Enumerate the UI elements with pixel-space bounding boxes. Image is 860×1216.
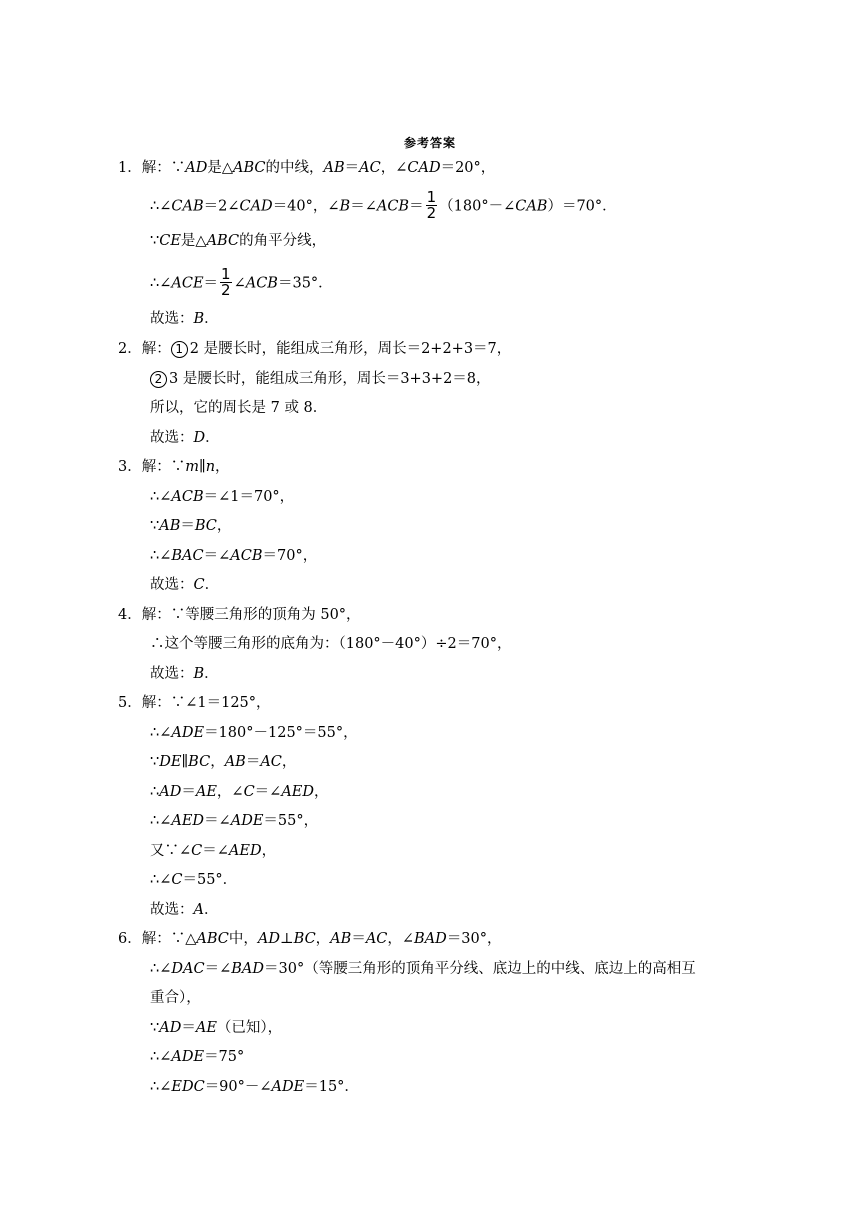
q6-line-6 [150,1077,359,1097]
text: ， [215,459,230,475]
text: ＝70°， [262,548,318,564]
text: ∥ [198,459,206,475]
q1-line-5 [150,309,219,329]
text: ＝ [181,1020,196,1036]
text: ∥ [181,754,189,770]
var: AE [195,1020,217,1036]
q5-line-5 [150,811,318,831]
text: 解：∵△ [141,931,197,947]
page-title: 参考答案 [403,136,456,150]
var: C [193,577,205,593]
text: ＝ [180,518,195,534]
text: （已知）， [216,1020,283,1036]
text: ＝∠1＝70°， [203,489,295,505]
text: ⊥ [280,931,294,947]
text: ， [216,518,232,534]
var: ADE [271,1079,305,1095]
var: AC [260,754,282,770]
text: ∴∠ [150,725,172,741]
text: ∵ [150,754,160,770]
text: 又∵∠ [150,843,192,859]
text: 故选： [150,311,194,327]
text: ∴∠ [150,548,172,564]
q5-line-1 [118,693,271,713]
var: BC [188,754,211,770]
var: B [193,311,205,327]
var: AB [330,931,352,947]
text: 3 是腰长时，能组成三角形，周长＝3+3+2＝8， [169,371,491,387]
text: 故选： [150,666,194,682]
var: AED [171,813,205,829]
var: AD [185,160,208,176]
text: ＝ [344,160,360,176]
text: （180°－∠ [439,198,516,215]
q5-line-4 [150,782,329,802]
text: ＝55°． [182,872,238,888]
var: ACB [245,275,278,292]
var: AE [195,784,217,800]
text: 2 是腰长时，能组成三角形，周长＝2+2+3＝7， [189,341,512,357]
q1-line-4 [150,265,333,299]
var: BAC [171,548,204,564]
text: ∵ [150,518,160,534]
text: ∴∠ [150,1079,172,1095]
text: ，∠ [387,931,415,947]
var: ADE [230,813,264,829]
text: 解：∵∠1＝125°， [141,695,271,711]
var: EDC [171,1079,205,1095]
text: ． [203,902,219,918]
q6-line-5 [150,1047,244,1067]
text: ＝∠ [254,784,282,800]
text: 解：∵等腰三角形的顶角为 50°， [141,607,361,623]
var: CAB [515,198,548,215]
text: ， [315,931,331,947]
text: ∴∠ [150,275,172,292]
q6-line-2 [150,959,696,979]
text: 是△ [180,233,207,249]
var: AC [359,160,381,176]
text: 故选： [150,430,194,446]
text: ∠ [233,275,246,292]
var: BAD [414,931,447,947]
var: AB [159,518,181,534]
text: ＝∠ [202,843,229,859]
q1-line-2 [150,188,617,222]
q2-number: 2． [118,341,142,357]
var: BC [194,518,217,534]
text: ＝75° [204,1049,245,1065]
text: 所以，它的周长是 7 或 8． [150,400,328,416]
text: ＝ [203,275,219,292]
var: A [193,902,204,918]
text: ∴∠ [150,872,172,888]
text: ． [204,666,219,682]
q3-number: 3． [118,459,142,475]
q3-line-3 [150,516,231,536]
circled-number-1: 1 [171,341,188,358]
var: ACB [376,198,410,215]
var: C [243,784,255,800]
text: ∴∠ [150,961,172,977]
text: 的中线， [265,160,324,176]
q2-line-4 [150,428,220,448]
var: CAB [171,198,204,215]
fraction-denominator: 2 [426,204,437,222]
text: 是△ [207,160,233,176]
text: ， [281,754,297,770]
q2-line-3 [150,398,327,418]
text: ，∠ [380,160,408,176]
var: AED [228,843,262,859]
fraction-half [220,267,232,298]
fraction-numerator: 1 [426,188,437,206]
q4-number: 4． [118,607,142,623]
var: BAD [231,961,264,977]
var: ABC [196,931,229,947]
var: B [339,198,351,215]
q1-line-3 [150,231,326,251]
text: ∴∠ [150,1049,172,1065]
text: ． [204,311,219,327]
q4-line-3 [150,664,219,684]
q6-number: 6． [118,931,142,947]
text: ． [205,430,220,446]
var: C [171,872,183,888]
text: ＝40°，∠ [272,198,340,215]
var: BC [293,931,316,947]
q2-line-2 [150,369,491,389]
q5-number: 5． [118,695,142,711]
var: AD [257,931,280,947]
var: AC [365,931,388,947]
text: ， [261,843,277,859]
text: ， [210,754,225,770]
text: 重合）， [150,990,201,1006]
var: CAD [407,160,441,176]
text: ＝ [351,931,366,947]
text: ＝ [245,754,261,770]
text: ＝ [181,784,196,800]
var: ACB [171,489,204,505]
q3-line-2 [150,487,294,507]
text: ＝20°， [440,160,496,176]
var: ADE [171,725,205,741]
text: ＝15°． [304,1079,359,1095]
text: 故选： [150,902,194,918]
q3-line-1 [118,457,230,477]
var: B [193,666,205,682]
q1-number: 1． [118,160,142,176]
var: ABC [233,160,266,176]
text: 的角平分线， [239,233,327,249]
q6-line-3 [150,988,201,1008]
text: 中， [228,931,258,947]
text: ， [314,784,329,800]
q5-line-3 [150,752,296,772]
text: ＝30°（等腰三角形的顶角平分线、底边上的中线、底边上的高相互 [264,961,696,977]
var: CAD [239,198,273,215]
var: AED [281,784,315,800]
fraction-half [426,190,438,221]
q4-line-1 [118,605,361,625]
var: m [185,459,199,475]
var: AB [224,754,246,770]
var: AD [159,1020,182,1036]
text: ＝∠ [204,813,231,829]
text: 解：∵ [141,459,186,475]
text: ∴ [150,784,160,800]
text: ＝∠ [350,198,377,215]
circled-number-2: 2 [150,371,167,388]
q5-line-7 [150,870,237,890]
text: ＝35°． [277,275,333,292]
text: ∴这个等腰三角形的底角为：（180°－40°）÷2＝70°， [150,636,512,652]
q3-line-4 [150,546,317,566]
text: ∴∠ [150,489,172,505]
var: n [205,459,216,475]
text: ∴∠ [150,813,172,829]
q5-line-6 [150,841,276,861]
q6-line-1 [118,929,502,949]
var: ACB [230,548,263,564]
var: CE [159,233,181,249]
text: ＝ [409,198,424,215]
text: ． [204,577,220,593]
q2-line-1 [118,339,511,359]
text: ∵ [150,1020,160,1036]
text: 解： [141,341,171,357]
var: DAC [171,961,205,977]
text: ＝180°－125°＝55°， [204,725,358,741]
q4-line-2 [150,634,511,654]
q5-line-8 [150,900,218,920]
q3-line-5 [150,575,219,595]
var: DE [159,754,182,770]
var: ACE [171,275,204,292]
text: ＝90°－∠ [204,1079,272,1095]
text: 故选： [150,577,194,593]
q6-line-4 [150,1018,282,1038]
text: ）＝70°． [547,198,617,215]
var: AB [323,160,345,176]
text: ＝30°， [446,931,502,947]
var: ADE [171,1049,205,1065]
text: ＝55°， [263,813,319,829]
text: ＝2∠ [203,198,240,215]
var: D [193,430,206,446]
text: ∵ [150,233,160,249]
text: ，∠ [216,784,244,800]
text: 解：∵ [141,160,186,176]
fraction-numerator: 1 [221,265,231,283]
var: C [191,843,203,859]
var: AD [159,784,182,800]
text: ∴∠ [150,198,172,215]
q1-line-1 [118,158,495,178]
fraction-denominator: 2 [221,281,231,299]
text: ＝∠ [204,961,232,977]
text: ＝∠ [203,548,231,564]
q5-line-2 [150,723,358,743]
var: ABC [206,233,240,249]
